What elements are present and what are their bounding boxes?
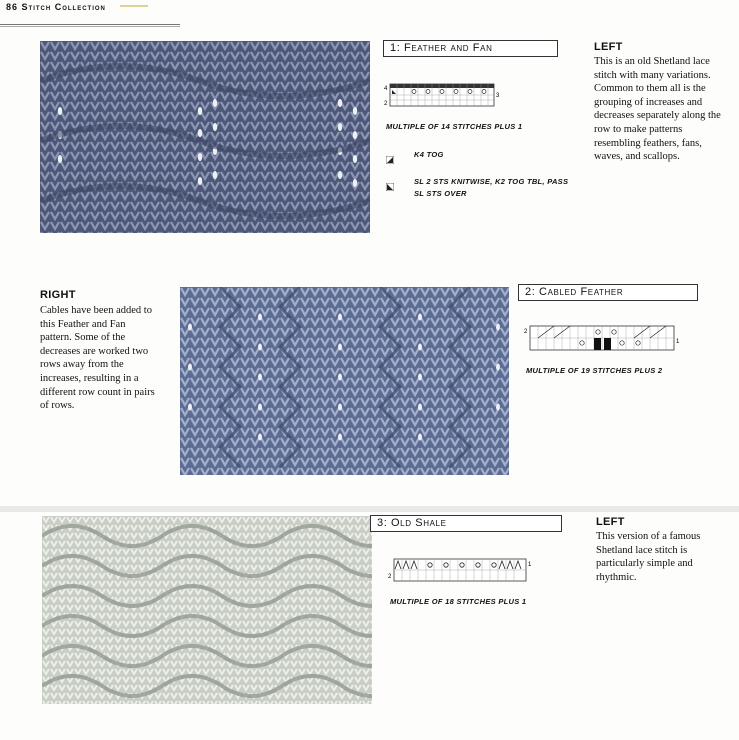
row-label-2: 2 [384,101,388,107]
section-separator [0,506,739,512]
page-header [6,2,106,12]
sl2-k2tog-tbl-symbol-icon [386,178,394,186]
feather-and-fan-title-text: 1: Feather and Fan [390,42,493,54]
old-shale-chart [388,556,538,584]
old-shale-title-text: 3: Old Shale [377,517,447,529]
row-label-3: 3 [496,93,500,99]
header-rule-secondary [0,26,180,27]
running-title: Stitch Collection [21,2,106,12]
cabled-feather-multiple: MULTIPLE OF 19 STITCHES PLUS 2 [526,366,663,375]
cabled-feather-title-text: 2: Cabled Feather [525,286,624,298]
cabled-feather-description: Cables have been added to this Feather and Fan pattern. Some of the decreases are worked two rows away from the increases, resulting in a different row count in pairs of rows. [40,305,155,412]
sl2-legend-text: SL 2 STS KNITWISE, K2 TOG TBL, PASS SL STS OVER [414,177,569,198]
k4-tog-symbol-icon [386,151,394,159]
old-shale-side-heading: LEFT [596,516,625,528]
old-shale-title [370,515,562,532]
feather-and-fan-title [383,40,558,57]
k4-tog-legend-text: K4 TOG [414,150,444,159]
feather-and-fan-multiple: MULTIPLE OF 14 STITCHES PLUS 1 [386,122,523,131]
header-rule-end [120,2,180,26]
feather-and-fan-side-heading: LEFT [594,41,623,53]
feather-and-fan-swatch-photo [40,41,370,233]
old-shale-swatch-photo [42,516,372,704]
row-label-1: 1 [528,562,532,568]
cabled-feather-chart [524,323,684,353]
old-shale-description: This version of a famous Shetland lace stitch is particularly simple and rhythmic. [596,531,701,583]
cabled-feather-title [518,284,698,301]
row-label-1: 1 [676,339,680,345]
feather-and-fan-chart [384,82,504,108]
feather-and-fan-description: This is an old Shetland lace stitch with many variations. Common to them all is the grouping of increases and decreases separately along the row to make patterns resembling feathers, fans, waves, and scallops. [594,56,721,163]
row-label-2: 2 [524,329,528,335]
cabled-feather-swatch-photo [180,287,509,475]
row-label-4: 4 [384,86,388,92]
cabled-feather-side-heading: RIGHT [40,289,76,301]
old-shale-multiple: MULTIPLE OF 18 STITCHES PLUS 1 [390,597,527,606]
page-number: 86 [6,2,19,12]
row-label-2: 2 [388,574,392,580]
